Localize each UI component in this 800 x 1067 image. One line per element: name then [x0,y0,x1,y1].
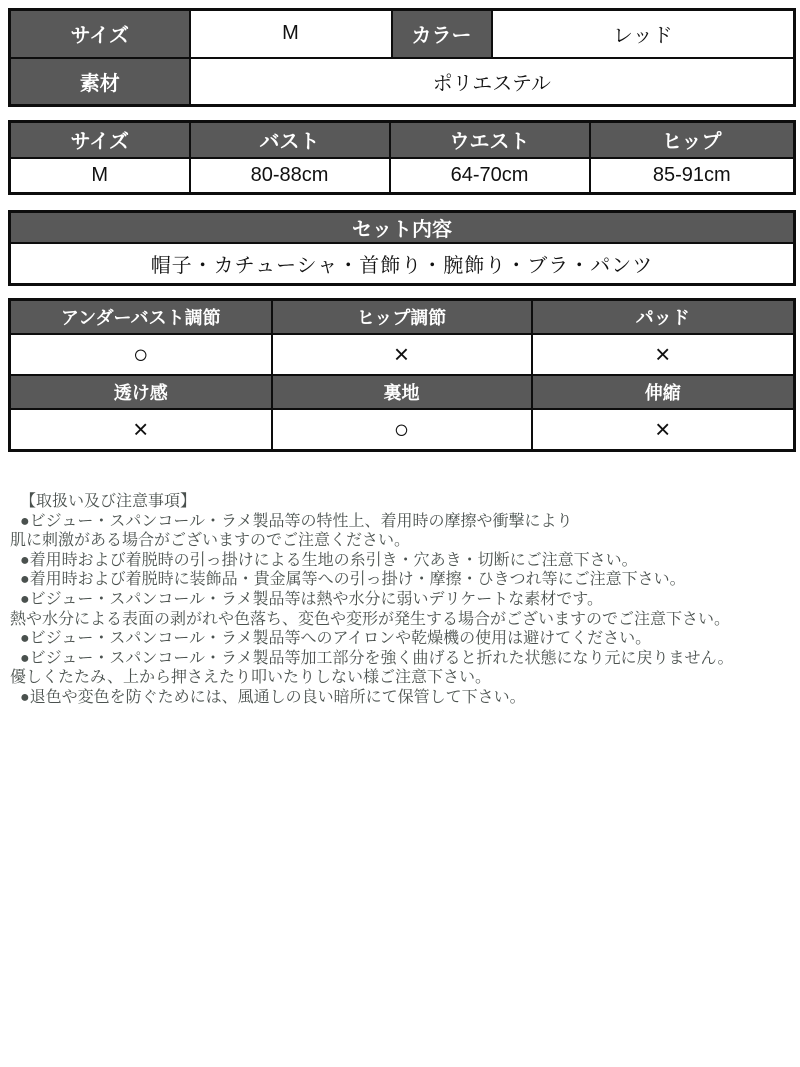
color-label-cell: カラー [392,10,492,58]
feature-header-hip-adjust: ヒップ調節 [272,300,532,334]
feature-header-underbust: アンダーバスト調節 [10,300,272,334]
size-color-material-table [8,8,796,107]
table-row [10,409,795,451]
feature-value-pad: × [532,334,795,375]
feature-value-stretch: × [532,409,795,451]
notes-line: ●着用時および着脱時の引っ掛けによる生地の糸引き・穴あき・切断にご注意下さい。 [20,551,638,569]
measure-header-waist: ウエスト [390,122,590,158]
measure-value-size: M [10,158,190,194]
notes-line: ●ビジュー・スパンコール・ラメ製品等の特性上、着用時の摩擦や衝撃により [20,512,573,530]
feature-value-sheerness: × [10,409,272,451]
notes-line: 肌に刺激がある場合がございますのでご注意ください。 [10,532,411,550]
material-value-cell: ポリエステル [190,58,795,106]
measure-value-bust: 80-88cm [190,158,390,194]
feature-header-pad: パッド [532,300,795,334]
color-value-cell: レッド [492,10,795,58]
table-row [10,58,795,106]
notes-line: ●ビジュー・スパンコール・ラメ製品等へのアイロンや乾燥機の使用は避けてください。 [20,630,652,648]
measure-value-waist: 64-70cm [390,158,590,194]
feature-header-sheerness: 透け感 [10,375,272,409]
notes-line: 優しくたたみ、上から押さえたり叩いたりしない様ご注意下さい。 [10,669,491,687]
feature-value-lining: ○ [272,409,532,451]
handling-notes [10,492,790,708]
table-header-row [10,300,795,334]
measurements-table [8,120,796,195]
measure-header-bust: バスト [190,122,390,158]
notes-title: 【取扱い及び注意事項】 [20,493,197,510]
feature-value-underbust: ○ [10,334,272,375]
notes-line: 熱や水分による表面の剥がれや色落ち、変色や変形が発生する場合がございますのでご注意下さい。 [10,610,731,628]
measure-value-hip: 85-91cm [590,158,795,194]
size-label-cell: サイズ [10,10,190,58]
table-row [10,243,795,284]
feature-value-hip-adjust: × [272,334,532,375]
set-contents-header-cell: セット内容 [10,212,795,244]
notes-line: ●ビジュー・スパンコール・ラメ製品等加工部分を強く曲げると折れた状態になり元に戻りません。 [20,649,734,667]
table-row [10,334,795,375]
table-header-row [10,122,795,158]
table-row [10,158,795,194]
table-header-row [10,375,795,409]
measure-header-size: サイズ [10,122,190,158]
table-header-row [10,212,795,244]
feature-header-stretch: 伸縮 [532,375,795,409]
feature-header-lining: 裏地 [272,375,532,409]
notes-line: ●着用時および着脱時に装飾品・貴金属等への引っ掛け・摩擦・ひきつれ等にご注意下さい。 [20,571,686,589]
features-table [8,298,796,452]
table-row [10,10,795,58]
measure-header-hip: ヒップ [590,122,795,158]
set-contents-value-cell: 帽子・カチューシャ・首飾り・腕飾り・ブラ・パンツ [10,243,795,284]
set-contents-table [8,210,796,286]
notes-line: ●ビジュー・スパンコール・ラメ製品等は熱や水分に弱いデリケートな素材です。 [20,590,603,608]
material-label-cell: 素材 [10,58,190,106]
size-value-cell: M [190,10,392,58]
notes-line: ●退色や変色を防ぐためには、風通しの良い暗所にて保管して下さい。 [20,688,526,706]
